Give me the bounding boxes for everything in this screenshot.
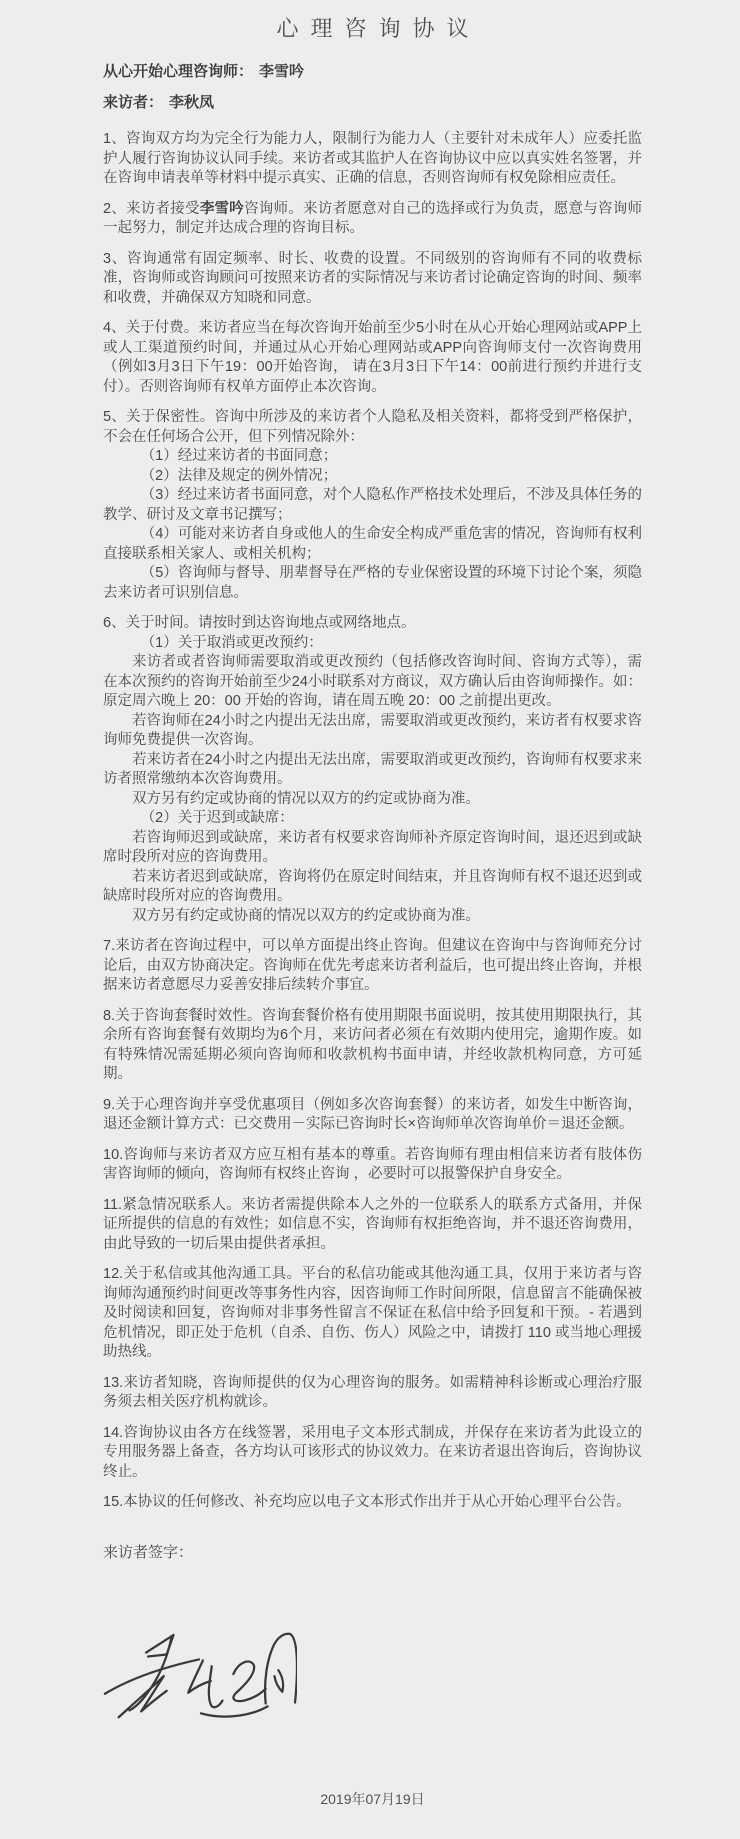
clause-5 <box>103 408 642 603</box>
clauses <box>103 130 642 1513</box>
clause-paragraph: 3、咨询通常有固定频率、时长、收费的设置。不同级别的咨询师有不同的收费标准，咨询师或咨询顾问可按照来访者的实际情况与来访者讨论确定咨询的时间、频率和收费，并确保双方知晓和同意。 <box>103 250 642 306</box>
clause-7 <box>103 937 642 996</box>
counselor-heading <box>103 61 642 83</box>
clause-paragraph: 7.来访者在咨询过程中，可以单方面提出终止咨询。但建议在咨询中与咨询师充分讨论后，由双方协商决定。咨询师在优先考虑来访者利益后，也可提出终止咨询，并根据来访者意愿尽力妥善安排后续转介事宜。 <box>103 938 642 993</box>
signed-date: 2019年07月19日 <box>320 1790 425 1807</box>
clause-8 <box>103 1007 642 1085</box>
clause-paragraph: 6、关于时间。请按时到达咨询地点或网络地点。 <box>103 615 416 631</box>
clause-paragraph: （1）关于取消或更改预约： <box>140 634 323 651</box>
visitor-heading <box>103 92 642 114</box>
visitor-signature <box>101 1625 297 1737</box>
clause-12 <box>103 1265 642 1363</box>
clause-paragraph: 若咨询师迟到或缺席，来访者有权要求咨询师补齐原定咨询时间，退还迟到或缺席时段所对应的咨询费用。 <box>103 829 642 865</box>
clause-paragraph: （4）可能对来访者自身或他人的生命安全构成严重危害的情况，咨询师有权利直接联系相关家人、或相关机构； <box>103 526 642 562</box>
clause-paragraph: 11.紧急情况联系人。来访者需提供除本人之外的一位联系人的联系方式备用，并保证所提供的信息的有效性；如信息不实，咨询师有权拒绝咨询，并不退还咨询费用，由此导致的一切后果由提供者承担。 <box>103 1196 642 1252</box>
clause-paragraph: 双方另有约定或协商的情况以双方的约定或协商为准。 <box>132 790 480 807</box>
clause-paragraph: 若咨询师在24小时之内提出无法出席，需要取消或更改预约，来访者有权要求咨询师免费提供一次咨询。 <box>103 712 642 748</box>
clause-paragraph: （3）经过来访者书面同意，对个人隐私作严格技术处理后，不涉及具体任务的教学、研讨及文章书记撰写； <box>103 487 642 523</box>
clause-paragraph: 13.来访者知晓，咨询师提供的仅为心理咨询的服务。如需精神科诊断或心理治疗服务须去相关医疗机构就诊。 <box>103 1374 642 1410</box>
clause-paragraph: 双方另有约定或协商的情况以双方的约定或协商为准。 <box>132 907 480 924</box>
clause-paragraph: 12.关于私信或其他沟通工具。平台的私信功能或其他沟通工具，仅用于来访者与咨询师沟通预约时间更改等事务性内容，因咨询师工作时间所限，信息留言不能确保被及时阅读和回复，咨询师对非事务性留言不保证在私信中给予回复和干预。- 若遇到危机情况，即正处于危机（自杀、自伤、伤人）风险之中，请拨打 110 或当地心理援助热线。 <box>103 1266 642 1360</box>
clause-paragraph: 4、关于付费。来访者应当在每次咨询开始前至少5小时在从心开始心理网站或APP上或人工渠道预约时间，并通过从心开始心理网站或APP向咨询师支付一次咨询费用（例如3月3日下午19：00开始咨询， 请在3月3日下午14：00前进行预约并进行支付）。否则咨询师有权单方面停止本次咨询。 <box>103 320 642 395</box>
clause-9 <box>103 1096 642 1135</box>
clause-paragraph: （2）关于迟到或缺席： <box>140 810 294 826</box>
handwritten-signature-icon <box>101 1625 297 1737</box>
clause-2 <box>103 200 642 239</box>
counselor-label: 从心开始心理咨询师： <box>103 63 254 80</box>
clause-paragraph: 8.关于咨询套餐时效性。咨询套餐价格有使用期限书面说明，按其使用期限执行，其余所有咨询套餐有效期均为6个月，来访问者必须在有效期内使用完，逾期作废。如有特殊情况需延期必须向咨询师和收款机构书面申请，并经收款机构同意，方可延期。 <box>103 1007 642 1082</box>
clause-paragraph: 若来访者在24小时之内提出无法出席，需要取消或更改预约，咨询师有权要求来访者照常缴纳本次咨询费用。 <box>103 751 642 787</box>
clause-paragraph: 15.本协议的任何修改、补充均应以电子文本形式作出并于从心开始心理平台公告。 <box>103 1494 631 1510</box>
clause-11 <box>103 1196 642 1255</box>
signature-label: 来访者签字： <box>103 1543 194 1561</box>
clause-paragraph: 来访者或者咨询师需要取消或更改预约（包括修改咨询时间、咨询方式等），需在本次预约的咨询开始前至少24小时联系对方商议，双方确认后由咨询师操作。如：原定周六晚上 20：00 开始的咨询，请在周五晚 20：00 之前提出更改。 <box>103 654 642 709</box>
counselor-name: 李雪吟 <box>259 63 305 80</box>
clause-paragraph: 2、来访者接受李雪吟咨询师。来访者愿意对自己的选择或行为负责，愿意与咨询师一起努力，制定并达成合理的咨询目标。 <box>103 200 643 236</box>
clause-paragraph: 若来访者迟到或缺席，咨询将仍在原定时间结束，并且咨询师有权不退还迟到或缺席时段所对应的咨询费用。 <box>103 868 642 904</box>
clause-paragraph: 5、关于保密性。咨询中所涉及的来访者个人隐私及相关资料，都将受到严格保护，不会在任何场合公开，但下列情况除外： <box>103 409 642 445</box>
page-title: 心理咨询协议 <box>276 16 481 41</box>
clause-paragraph: 14.咨询协议由各方在线签署，采用电子文本形式制成，并保存在来访者为此设立的专用服务器上备查，各方均认可该形式的协议效力。在来访者退出咨询后，咨询协议终止。 <box>103 1424 642 1480</box>
clause-1 <box>103 130 642 189</box>
clause-10 <box>103 1146 642 1185</box>
clause-15 <box>103 1493 642 1513</box>
clause-paragraph: （2）法律及规定的例外情况； <box>140 467 338 484</box>
clause-14 <box>103 1424 642 1483</box>
clause-paragraph: 10.咨询师与来访者双方应互相有基本的尊重。若咨询师有理由相信来访者有肢体伤害咨询师的倾向，咨询师有权终止咨询 ，必要时可以报警保护自身安全。 <box>103 1146 642 1182</box>
clause-13 <box>103 1374 642 1413</box>
visitor-name: 李秋凤 <box>169 94 215 111</box>
clause-3 <box>103 250 642 309</box>
clause-paragraph: 1、咨询双方均为完全行为能力人，限制行为能力人（主要针对未成年人）应委托监护人履行咨询协议认同手续。来访者或其监护人在咨询协议中应以真实姓名签署，并在咨询申请表单等材料中提示真实、正确的信息，否则咨询师有权免除相应责任。 <box>103 131 642 186</box>
clause-6 <box>103 614 642 926</box>
clause-4 <box>103 319 642 397</box>
visitor-label: 来访者： <box>103 94 164 111</box>
clause-paragraph: （1）经过来访者的书面同意； <box>140 448 338 464</box>
clause-paragraph: （5）咨询师与督导、朋辈督导在严格的专业保密设置的环境下讨论个案，须隐去来访者可识别信息。 <box>103 565 642 601</box>
clause-paragraph: 9.关于心理咨询并享受优惠项目（例如多次咨询套餐）的来访者，如发生中断咨询，退还金额计算方式：已交费用－实际已咨询时长×咨询师单次咨询单价＝退还金额。 <box>103 1096 642 1132</box>
